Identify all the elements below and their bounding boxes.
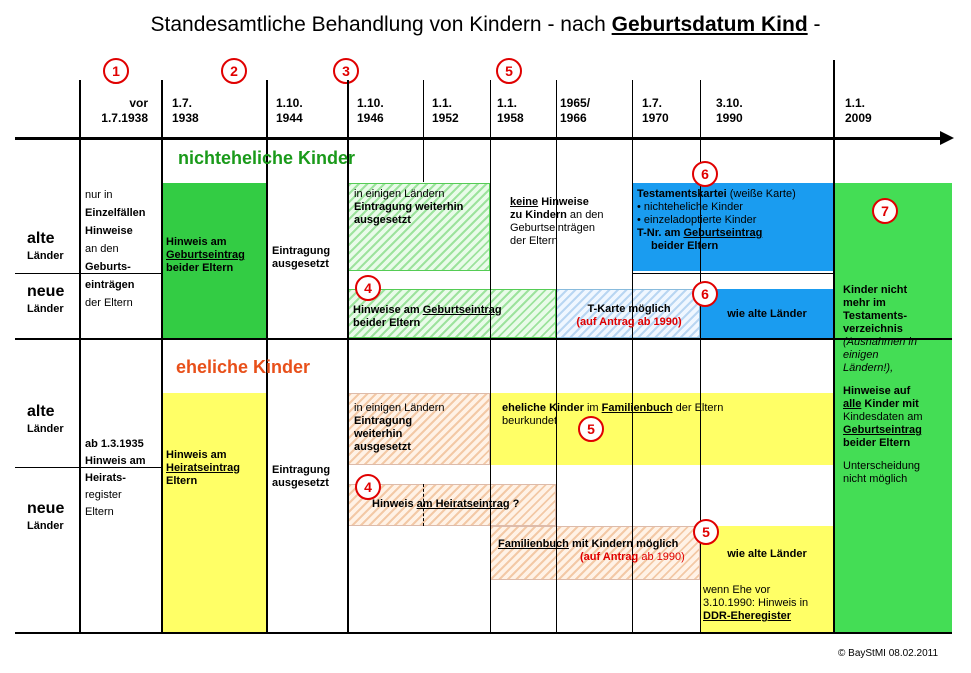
date-header-8: 1.7. 1970 (642, 96, 669, 125)
col-line-5 (423, 80, 424, 182)
row-label-alte-legit: alte (27, 403, 55, 420)
row-label-laender-alte-legit: Länder (27, 423, 64, 435)
text-nur-in: nur in Einzelfällen Hinweise an den Geburts- einträgen der Eltern (85, 189, 146, 309)
marker-5: 5 (496, 58, 522, 84)
date-header-5: 1.1. 1952 (432, 96, 459, 125)
marker-2: 2 (221, 58, 247, 84)
marker-6-tkarte: 6 (692, 281, 718, 307)
section-legit: eheliche Kinder (176, 357, 311, 377)
date-header-4: 1.10. 1946 (357, 96, 384, 125)
text-testamentskartei: Testamentskartei (weiße Karte) • nichteheliche Kinder • einzeladoptierte Kinder T-Nr. am Geburtseintrag beider Eltern (637, 188, 796, 252)
text-hinweis-heiratseintrag: Hinweis am Heiratseintrag Eltern (166, 449, 240, 487)
marker-4-legit: 4 (355, 474, 381, 500)
date-header-6: 1.1. 1958 (497, 96, 524, 125)
row-label-laender-alte-illegit: Länder (27, 250, 64, 262)
marker-5-familienbuch: 5 (578, 416, 604, 442)
marker-3: 3 (333, 58, 359, 84)
marker-6-testament: 6 (692, 161, 718, 187)
row-label-neue-illegit: neue (27, 283, 65, 300)
text-hinweis-geburtseintrag: Hinweis am Geburtseintrag beider Eltern (166, 236, 245, 274)
date-header-3: 1.10. 1944 (276, 96, 303, 125)
col-line-2 (161, 80, 163, 632)
col-line-10 (833, 60, 835, 632)
cell-hinweis-heiratseintrag (162, 393, 266, 632)
date-header-7: 1965/ 1966 (560, 96, 591, 125)
row-label-laender-neue-legit: Länder (27, 520, 64, 532)
marker-5-familienbuch-neue: 5 (693, 519, 719, 545)
text-hinweis-am-heiratseintrag: Hinweis am Heiratseintrag ? (372, 498, 520, 510)
title-suffix: - (807, 13, 821, 36)
title-key: Geburtsdatum Kind (611, 13, 808, 36)
row-label-laender-neue-illegit: Länder (27, 303, 64, 315)
text-tkarte: T-Karte möglich (auf Antrag ab 1990) (576, 303, 682, 328)
row-label-alte-illegit: alte (27, 230, 55, 247)
text-ab-1935: ab 1.3.1935 Hinweis am Heirats- register Eltern (85, 438, 146, 518)
text-wie-alte-laender-2: wie alte Länder (727, 548, 807, 560)
col-line-6 (490, 80, 491, 632)
page-title (0, 13, 971, 36)
marker-1: 1 (103, 58, 129, 84)
copyright: © BayStMI 08.02.2011 (838, 648, 939, 659)
text-eintragung-ausgesetzt-1: Eintragung ausgesetzt (272, 245, 331, 270)
text-familienbuch-moeglich: Familienbuch mit Kindern möglich (auf Antrag ab 1990) (498, 538, 685, 563)
col-line-1 (79, 80, 81, 632)
text-hinweise-geburtseintrag: Hinweise am Geburtseintrag beider Eltern (353, 304, 502, 329)
text-2009: Kinder nicht mehr im Testaments- verzeichnis (Ausnahmen in einigen Ländern!), Hinweise auf alle Kinder mit Kindesdaten am Geburtseintrag beider Eltern Unterscheidung nicht möglich (843, 284, 923, 485)
text-einigen-laendern-2: in einigen Ländern Eintragung weiterhin ausgesetzt (354, 402, 445, 453)
timeline-arrowhead (940, 131, 954, 145)
date-header-2: 1.7. 1938 (172, 96, 199, 125)
section-divider (15, 338, 952, 340)
date-header-9: 3.10. 1990 (716, 96, 743, 125)
text-ddr-eheregister: wenn Ehe vor 3.10.1990: Hinweis in DDR-Eheregister (703, 584, 809, 622)
text-keine-hinweise: keine Hinweise zu Kindern an den Geburtseinträgen der Eltern (510, 196, 604, 247)
title-prefix: Standesamtliche Behandlung von Kindern - nach (150, 13, 612, 36)
row-divider-illegit-right (632, 273, 834, 274)
text-wie-alte-laender-1: wie alte Länder (727, 308, 807, 320)
timeline-arrow-line (15, 137, 943, 140)
text-eintragung-ausgesetzt-2: Eintragung ausgesetzt (272, 464, 331, 489)
text-eheliche-familienbuch: eheliche Kinder im Familienbuch der Eltern beurkundet (502, 402, 724, 427)
bottom-line (15, 632, 952, 634)
marker-7: 7 (872, 198, 898, 224)
section-illegit: nichteheliche Kinder (178, 148, 356, 168)
date-header-10: 1.1. 2009 (845, 96, 872, 125)
row-label-neue-legit: neue (27, 500, 65, 517)
marker-4-illegit: 4 (355, 275, 381, 301)
date-header-1: vor 1.7.1938 (101, 96, 148, 125)
text-einigen-laendern-1: in einigen Ländern Eintragung weiterhin ausgesetzt (354, 188, 464, 226)
